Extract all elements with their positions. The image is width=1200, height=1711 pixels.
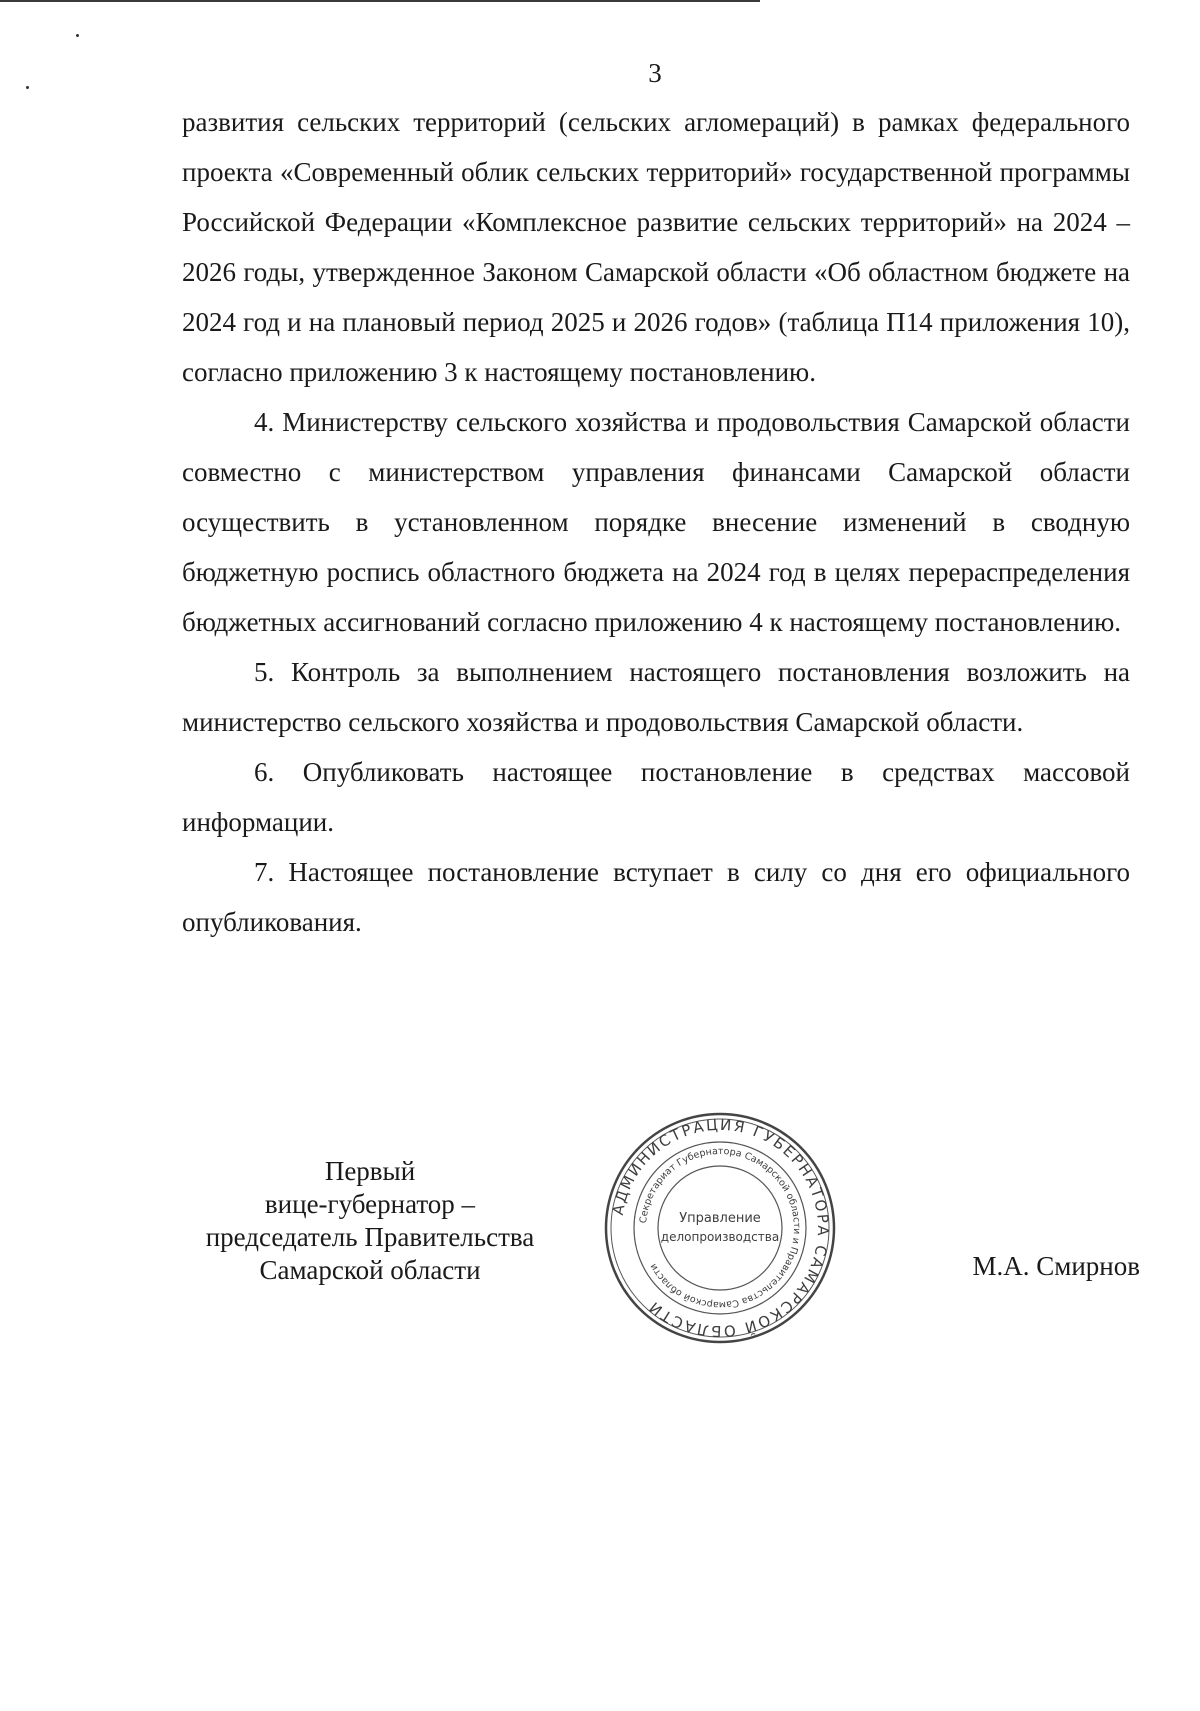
signatory-position-line: вице-губернатор – bbox=[264, 1189, 476, 1219]
official-seal bbox=[600, 1108, 840, 1348]
paragraph-item-7: 7. Настоящее постановление вступает в силу со дня его официального опубликования. bbox=[182, 857, 1130, 937]
seal-inner-ring bbox=[658, 1166, 782, 1290]
page-number: 3 bbox=[648, 58, 662, 88]
seal-outer-text: АДМИНИСТРАЦИЯ ГУБЕРНАТОРА САМАРСКОЙ ОБЛАСТИ bbox=[608, 1115, 833, 1341]
scan-edge-line bbox=[0, 0, 760, 2]
paragraph-item-5: 5. Контроль за выполнением настоящего постановления возложить на министерство сельского хозяйства и продовольствия Самарской области. bbox=[182, 657, 1130, 737]
signatory-name: М.А. Смирнов bbox=[972, 1251, 1140, 1281]
paragraph-continuation: развития сельских территорий (сельских агломераций) в рамках федерального проекта «Современный облик сельских территорий» государственной программы Российской Федерации «Комплексное развитие сельских территорий» на 2024 – 2026 годы, утвержденное Законом Самарской области «Об областном бюджете на 2024 год и на плановый период 2025 и 2026 годов» (таблица П14 приложения 10), согласно приложению 3 к настоящему постановлению. bbox=[182, 107, 1130, 387]
document-body bbox=[182, 97, 1130, 947]
seal-center-line-1: Управление bbox=[679, 1211, 761, 1226]
scan-speck bbox=[76, 34, 79, 37]
seal-center-line-2: делопроизводства bbox=[660, 1230, 780, 1244]
paragraph-item-4: 4. Министерству сельского хозяйства и продовольствия Самарской области совместно с министерством управления финансами Самарской области осуществить в установленном порядке внесение изменений в сводную бюджетную роспись областного бюджета на 2024 год в целях перераспределения бюджетных ассигнований согласно приложению 4 к настоящему постановлению. bbox=[182, 407, 1130, 637]
seal-middle-ring bbox=[634, 1142, 806, 1314]
signatory-position bbox=[170, 1155, 570, 1287]
seal-inner-text: Секретариат Губернатора Самарской области и Правительства Самарской области bbox=[638, 1145, 803, 1311]
paragraph-item-6: 6. Опубликовать настоящее постановление в средствах массовой информации. bbox=[182, 757, 1130, 837]
signatory-position-line: Самарской области bbox=[259, 1255, 481, 1285]
signatory-position-line: председатель Правительства bbox=[205, 1222, 535, 1252]
signatory-position-line: Первый bbox=[324, 1156, 416, 1186]
